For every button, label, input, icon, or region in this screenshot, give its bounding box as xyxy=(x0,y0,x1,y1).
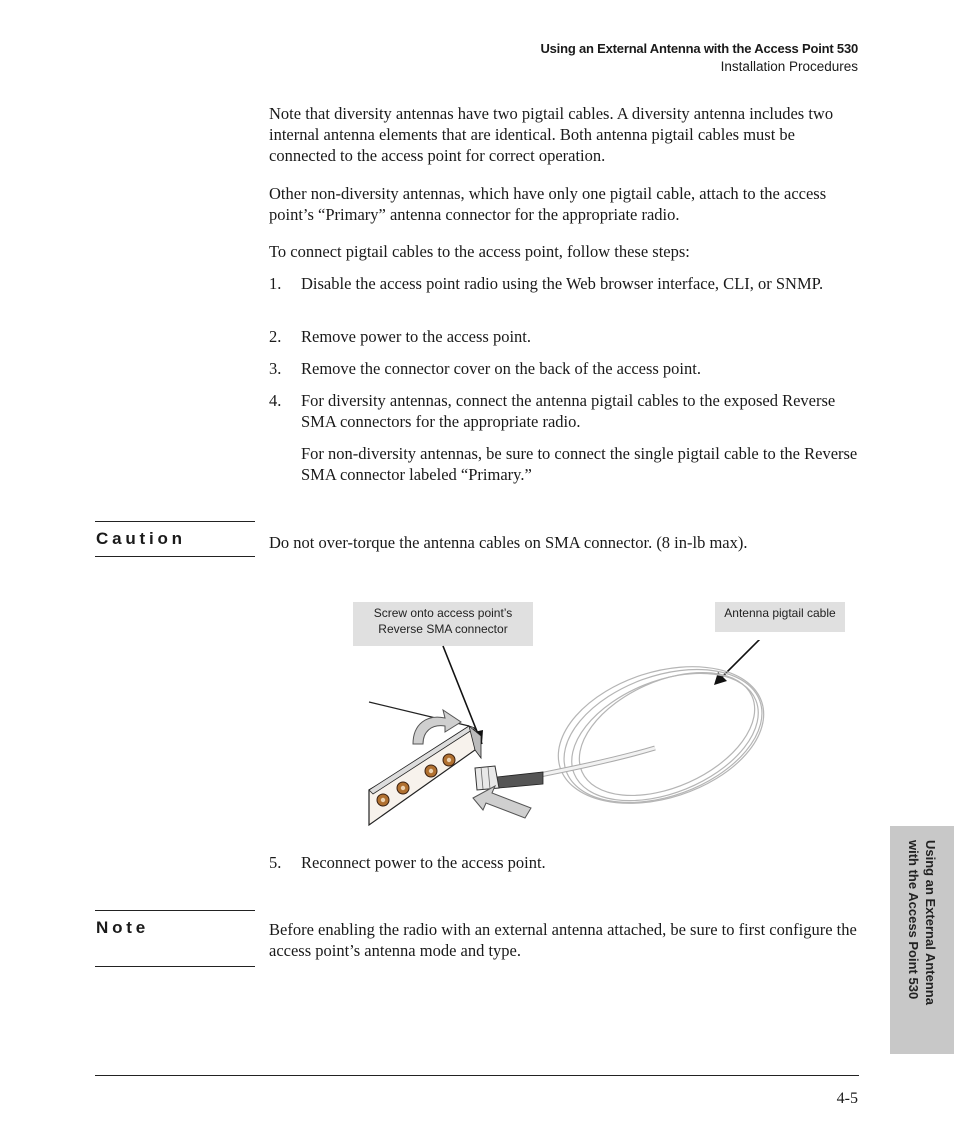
step-4-subtext: For non-diversity antennas, be sure to connect the single pigtail cable to the Reverse SMA connector labeled “Primary.” xyxy=(301,444,858,484)
page-number: 4-5 xyxy=(836,1090,858,1107)
side-tab-line-1: Using an External Antenna xyxy=(923,840,938,1005)
step-number: 3. xyxy=(269,359,282,378)
cable-boot xyxy=(497,772,543,788)
side-tab-text xyxy=(905,840,939,1040)
step-number: 5. xyxy=(269,853,282,872)
note-text: Before enabling the radio with an external antenna attached, be sure to first configure the access point’s antenna mode and type. xyxy=(269,920,857,960)
caution-top-rule xyxy=(95,521,255,522)
callout-screw-onto-connector: Screw onto access point’s Reverse SMA connector xyxy=(353,602,533,646)
note-top-rule xyxy=(95,910,255,911)
step-number: 2. xyxy=(269,327,282,346)
antenna-connection-illustration xyxy=(365,640,775,835)
footer-rule xyxy=(95,1075,859,1076)
step-text: Remove power to the access point. xyxy=(301,327,532,346)
step-number: 1. xyxy=(269,274,282,293)
step-text: Disable the access point radio using the Web browser interface, CLI, or SNMP. xyxy=(301,274,824,293)
step-text: Reconnect power to the access point. xyxy=(301,853,546,872)
sma-connector xyxy=(475,766,499,790)
note-label: Note xyxy=(96,918,149,937)
side-tab-line-2: with the Access Point 530 xyxy=(906,840,921,1000)
note-bottom-rule xyxy=(95,966,255,967)
step-text: For diversity antennas, connect the antenna pigtail cables to the exposed Reverse SMA connectors for the appropriate radio. xyxy=(301,391,836,431)
paragraph-non-diversity: Other non-diversity antennas, which have only one pigtail cable, attach to the access point’s “Primary” antenna connector for the appropriate radio. xyxy=(269,184,827,224)
coiled-cable xyxy=(541,642,775,827)
paragraph-diversity: Note that diversity antennas have two pigtail cables. A diversity antenna includes two internal antenna elements that are identical. Both antenna pigtail cables must be connected to the access point for correct operation. xyxy=(269,104,834,165)
step-text: Remove the connector cover on the back of the access point. xyxy=(301,359,701,378)
header-title: Using an External Antenna with the Access Point 530 xyxy=(540,41,858,56)
chapter-side-tab xyxy=(890,826,954,1054)
caution-bottom-rule xyxy=(95,556,255,557)
step-number: 4. xyxy=(269,391,282,410)
callout-antenna-pigtail-cable: Antenna pigtail cable xyxy=(715,602,845,632)
header-subtitle: Installation Procedures xyxy=(720,59,858,74)
push-arrow-icon xyxy=(473,786,531,818)
caution-text: Do not over-torque the antenna cables on SMA connector. (8 in-lb max). xyxy=(269,533,748,552)
paragraph-steps-intro: To connect pigtail cables to the access point, follow these steps: xyxy=(269,242,690,261)
caution-label: Caution xyxy=(96,529,186,548)
